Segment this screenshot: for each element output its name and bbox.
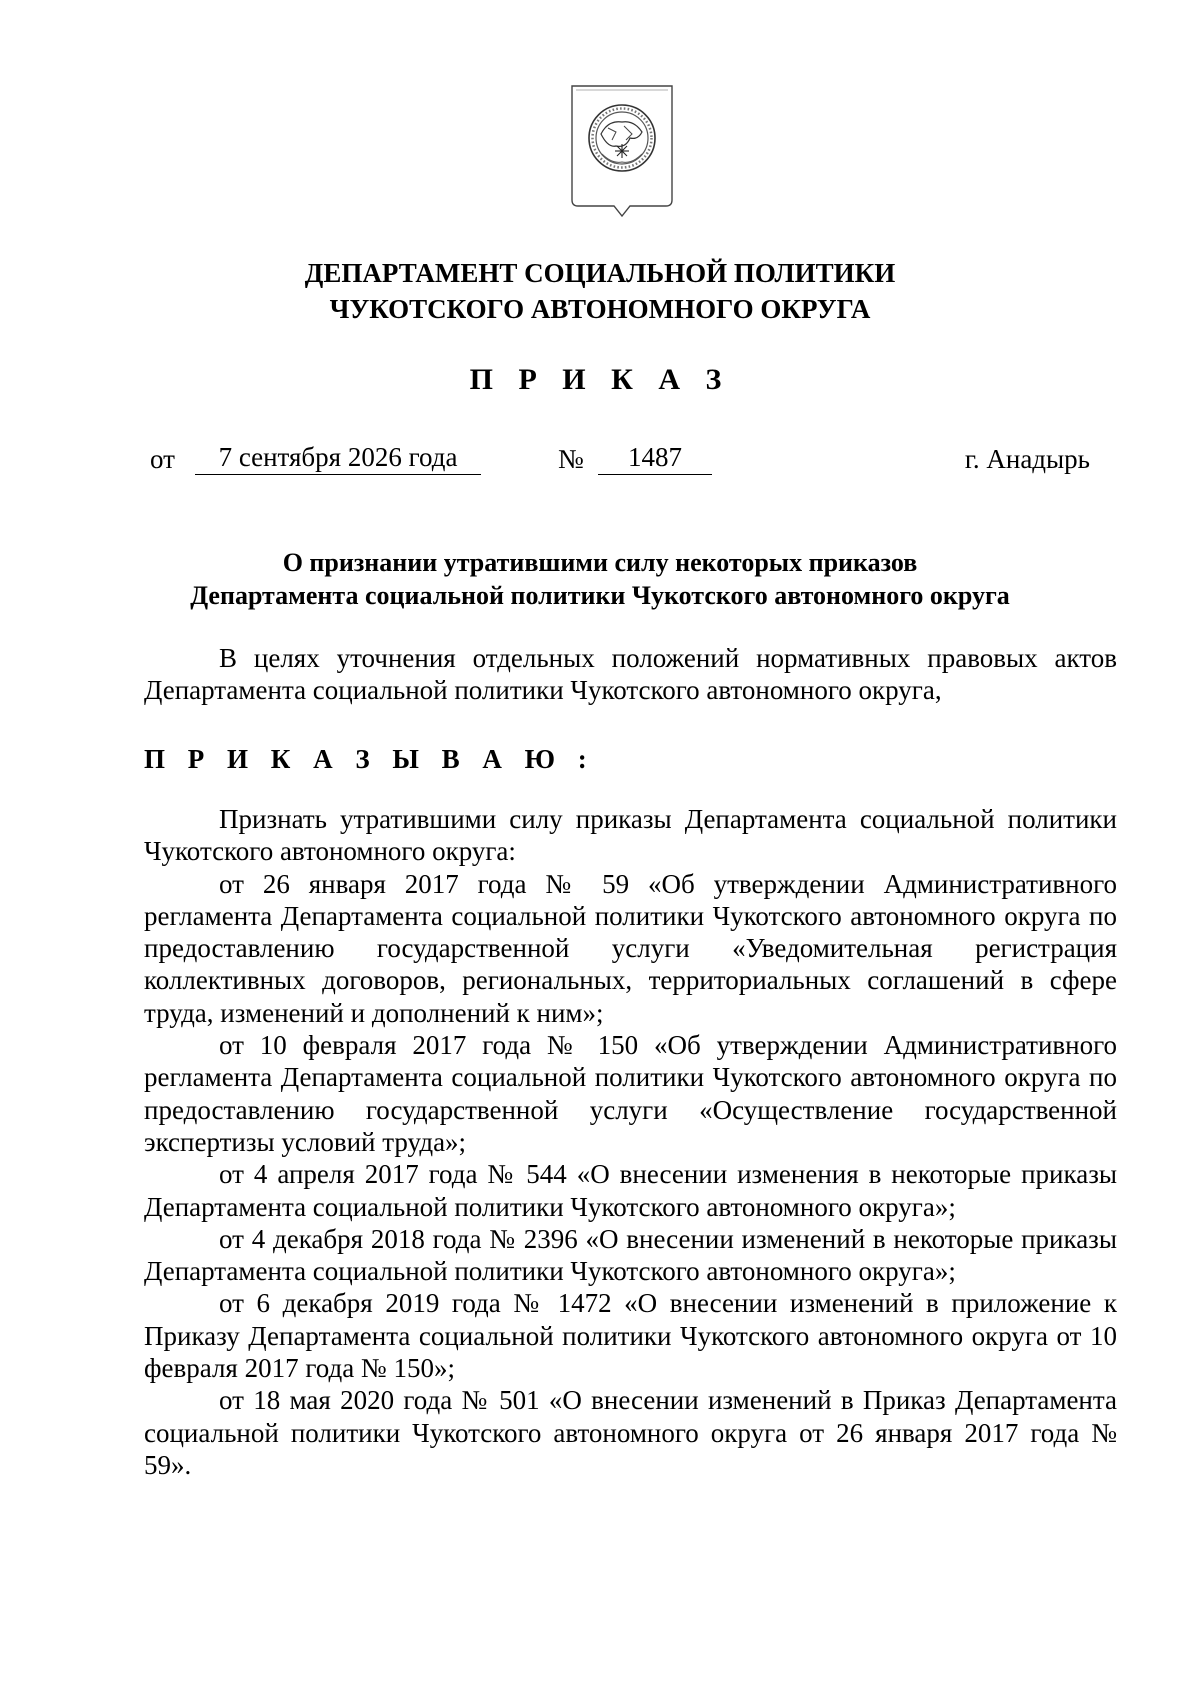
- document-type-heading: П Р И К А З: [469, 363, 731, 396]
- repealed-order-item: от 18 мая 2020 года № 501 «О внесении изменений в Приказ Департамента социальной политики Чукотского автономного округа от 26 января 2017 года № 59».: [144, 1385, 1117, 1480]
- order-meta-line: [150, 441, 1090, 477]
- issue-city: г. Анадырь: [964, 444, 1090, 474]
- order-number: 1487: [598, 441, 712, 475]
- preamble-paragraph: [144, 642, 1117, 707]
- repealed-order-item: от 26 января 2017 года № 59 «Об утверждении Административного регламента Департамента социальной политики Чукотского автономного округа по предоставлению государственной услуги «Уведомительная регистрация коллективных договоров, региональных, территориальных соглашений в сфере труда, изменений и дополнений к ним»;: [144, 868, 1117, 1028]
- date-label: от: [150, 444, 175, 474]
- order-subject-line2: Департамента социальной политики Чукотского автономного округа: [190, 581, 1010, 610]
- department-title-line1: ДЕПАРТАМЕНТ СОЦИАЛЬНОЙ ПОЛИТИКИ: [304, 258, 896, 288]
- repealed-order-item: от 4 декабря 2018 года № 2396 «О внесении изменений в некоторые приказы Департамента социальной политики Чукотского автономного округа»;: [144, 1223, 1117, 1287]
- preamble-text: В целях уточнения отдельных положений нормативных правовых актов Департамента социальной политики Чукотского автономного округа,: [144, 643, 1117, 706]
- body-intro-paragraph: Признать утратившими силу приказы Департамента социальной политики Чукотского автономного округа:: [144, 804, 1117, 867]
- repealed-order-item: от 4 апреля 2017 года № 544 «О внесении изменения в некоторые приказы Департамента социальной политики Чукотского автономного округа»;: [144, 1159, 1117, 1222]
- repealed-order-item: от 10 февраля 2017 года № 150 «Об утверждении Административного регламента Департамента социальной политики Чукотского автономного округа по предоставлению государственной услуги «Осуществление государственной экспертизы условий труда»;: [144, 1030, 1117, 1157]
- order-date: 7 сентября 2026 года: [195, 441, 481, 475]
- order-body: [144, 803, 1117, 1481]
- order-subject-line1: О признании утратившими силу некоторых приказов: [282, 548, 918, 577]
- number-label: №: [558, 444, 584, 474]
- repealed-order-item: от 6 декабря 2019 года № 1472 «О внесении изменений в приложение к Приказу Департамента социальной политики Чукотского автономного округа от 10 февраля 2017 года № 150»;: [144, 1288, 1117, 1384]
- order-directive-heading: П Р И К А З Ы В А Ю :: [144, 744, 595, 774]
- coat-of-arms-icon: [568, 82, 676, 237]
- department-title-line2: ЧУКОТСКОГО АВТОНОМНОГО ОКРУГА: [329, 294, 871, 324]
